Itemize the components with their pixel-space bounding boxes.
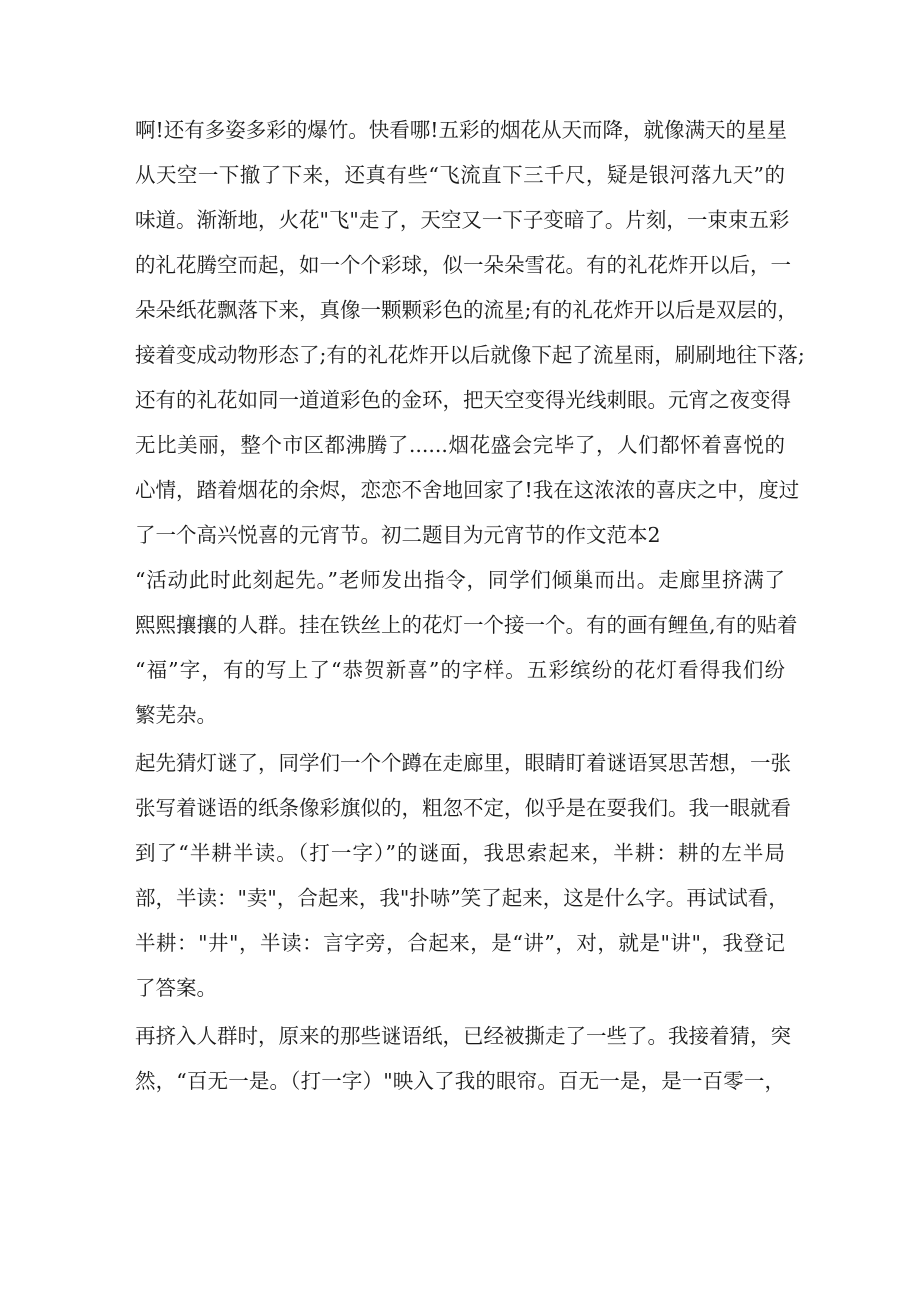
text-line: 味道。渐渐地，火花"飞"走了，天空又一下子变暗了。片刻，一束束五彩 [135, 208, 790, 232]
text-line: 的礼花腾空而起，如一个个彩球，似一朵朵雪花。有的礼花炸开以后，一 [135, 253, 791, 277]
text-line: 繁芜杂。 [135, 703, 217, 727]
text-line: 起先猜灯谜了，同学们一个个蹲在走廊里，眼睛盯着谜语冥思苦想，一张 [135, 751, 791, 775]
text-line: 到了“半耕半读。（打一字）”的谜面，我思索起来，半耕：耕的左半局 [135, 841, 785, 865]
text-line: “活动此时此刻起先。”老师发出指令，同学们倾巢而出。走廊里挤满了 [135, 568, 785, 592]
text-line: 半耕："井"，半读：言字旁，合起来，是“讲”，对，就是"讲"，我登记 [135, 931, 785, 955]
text-line: 从天空一下撤了下来，还真有些“飞流直下三千尺，疑是银河落九天”的 [135, 163, 785, 187]
text-line: 啊!还有多姿多彩的爆竹。快看哪!五彩的烟花从天而降，就像满天的星星 [135, 118, 787, 142]
text-line: 接着变成动物形态了;有的礼花炸开以后就像下起了流星雨，刷刷地往下落; [135, 343, 805, 367]
text-line: 再挤入人群时，原来的那些谜语纸，已经被撕走了一些了。我接着猜，突 [135, 1024, 791, 1048]
text-line: 朵朵纸花飘落下来，真像一颗颗彩色的流星;有的礼花炸开以后是双层的， [135, 298, 798, 322]
text-line: “福”字，有的写上了“恭贺新喜”的字样。五彩缤纷的花灯看得我们纷 [135, 658, 785, 682]
text-line: 心情，踏着烟花的余烬，恋恋不舍地回家了!我在这浓浓的喜庆之中，度过 [135, 478, 800, 502]
text-line: 无比美丽，整个市区都沸腾了......烟花盛会完毕了，人们都怀着喜悦的 [135, 433, 785, 457]
text-line: 部，半读："卖"，合起来，我"扑哧”笑了起来，这是什么字。再试试看， [135, 886, 789, 910]
text-line: 熙熙攘攘的人群。挂在铁丝上的花灯一个接一个。有的画有鲤鱼,有的贴着 [135, 613, 798, 637]
text-line: 张写着谜语的纸条像彩旗似的，粗忽不定，似乎是在耍我们。我一眼就看 [135, 796, 791, 820]
text-line: 了一个高兴悦喜的元宵节。初二题目为元宵节的作文范本2 [135, 523, 661, 547]
text-line: 还有的礼花如同一道道彩色的金环，把天空变得光线刺眼。元宵之夜变得 [135, 388, 791, 412]
text-line: 然，“百无一是。（打一字）"映入了我的眼帘。百无一是，是一百零一， [135, 1069, 785, 1093]
text-line: 了答案。 [135, 976, 217, 1000]
